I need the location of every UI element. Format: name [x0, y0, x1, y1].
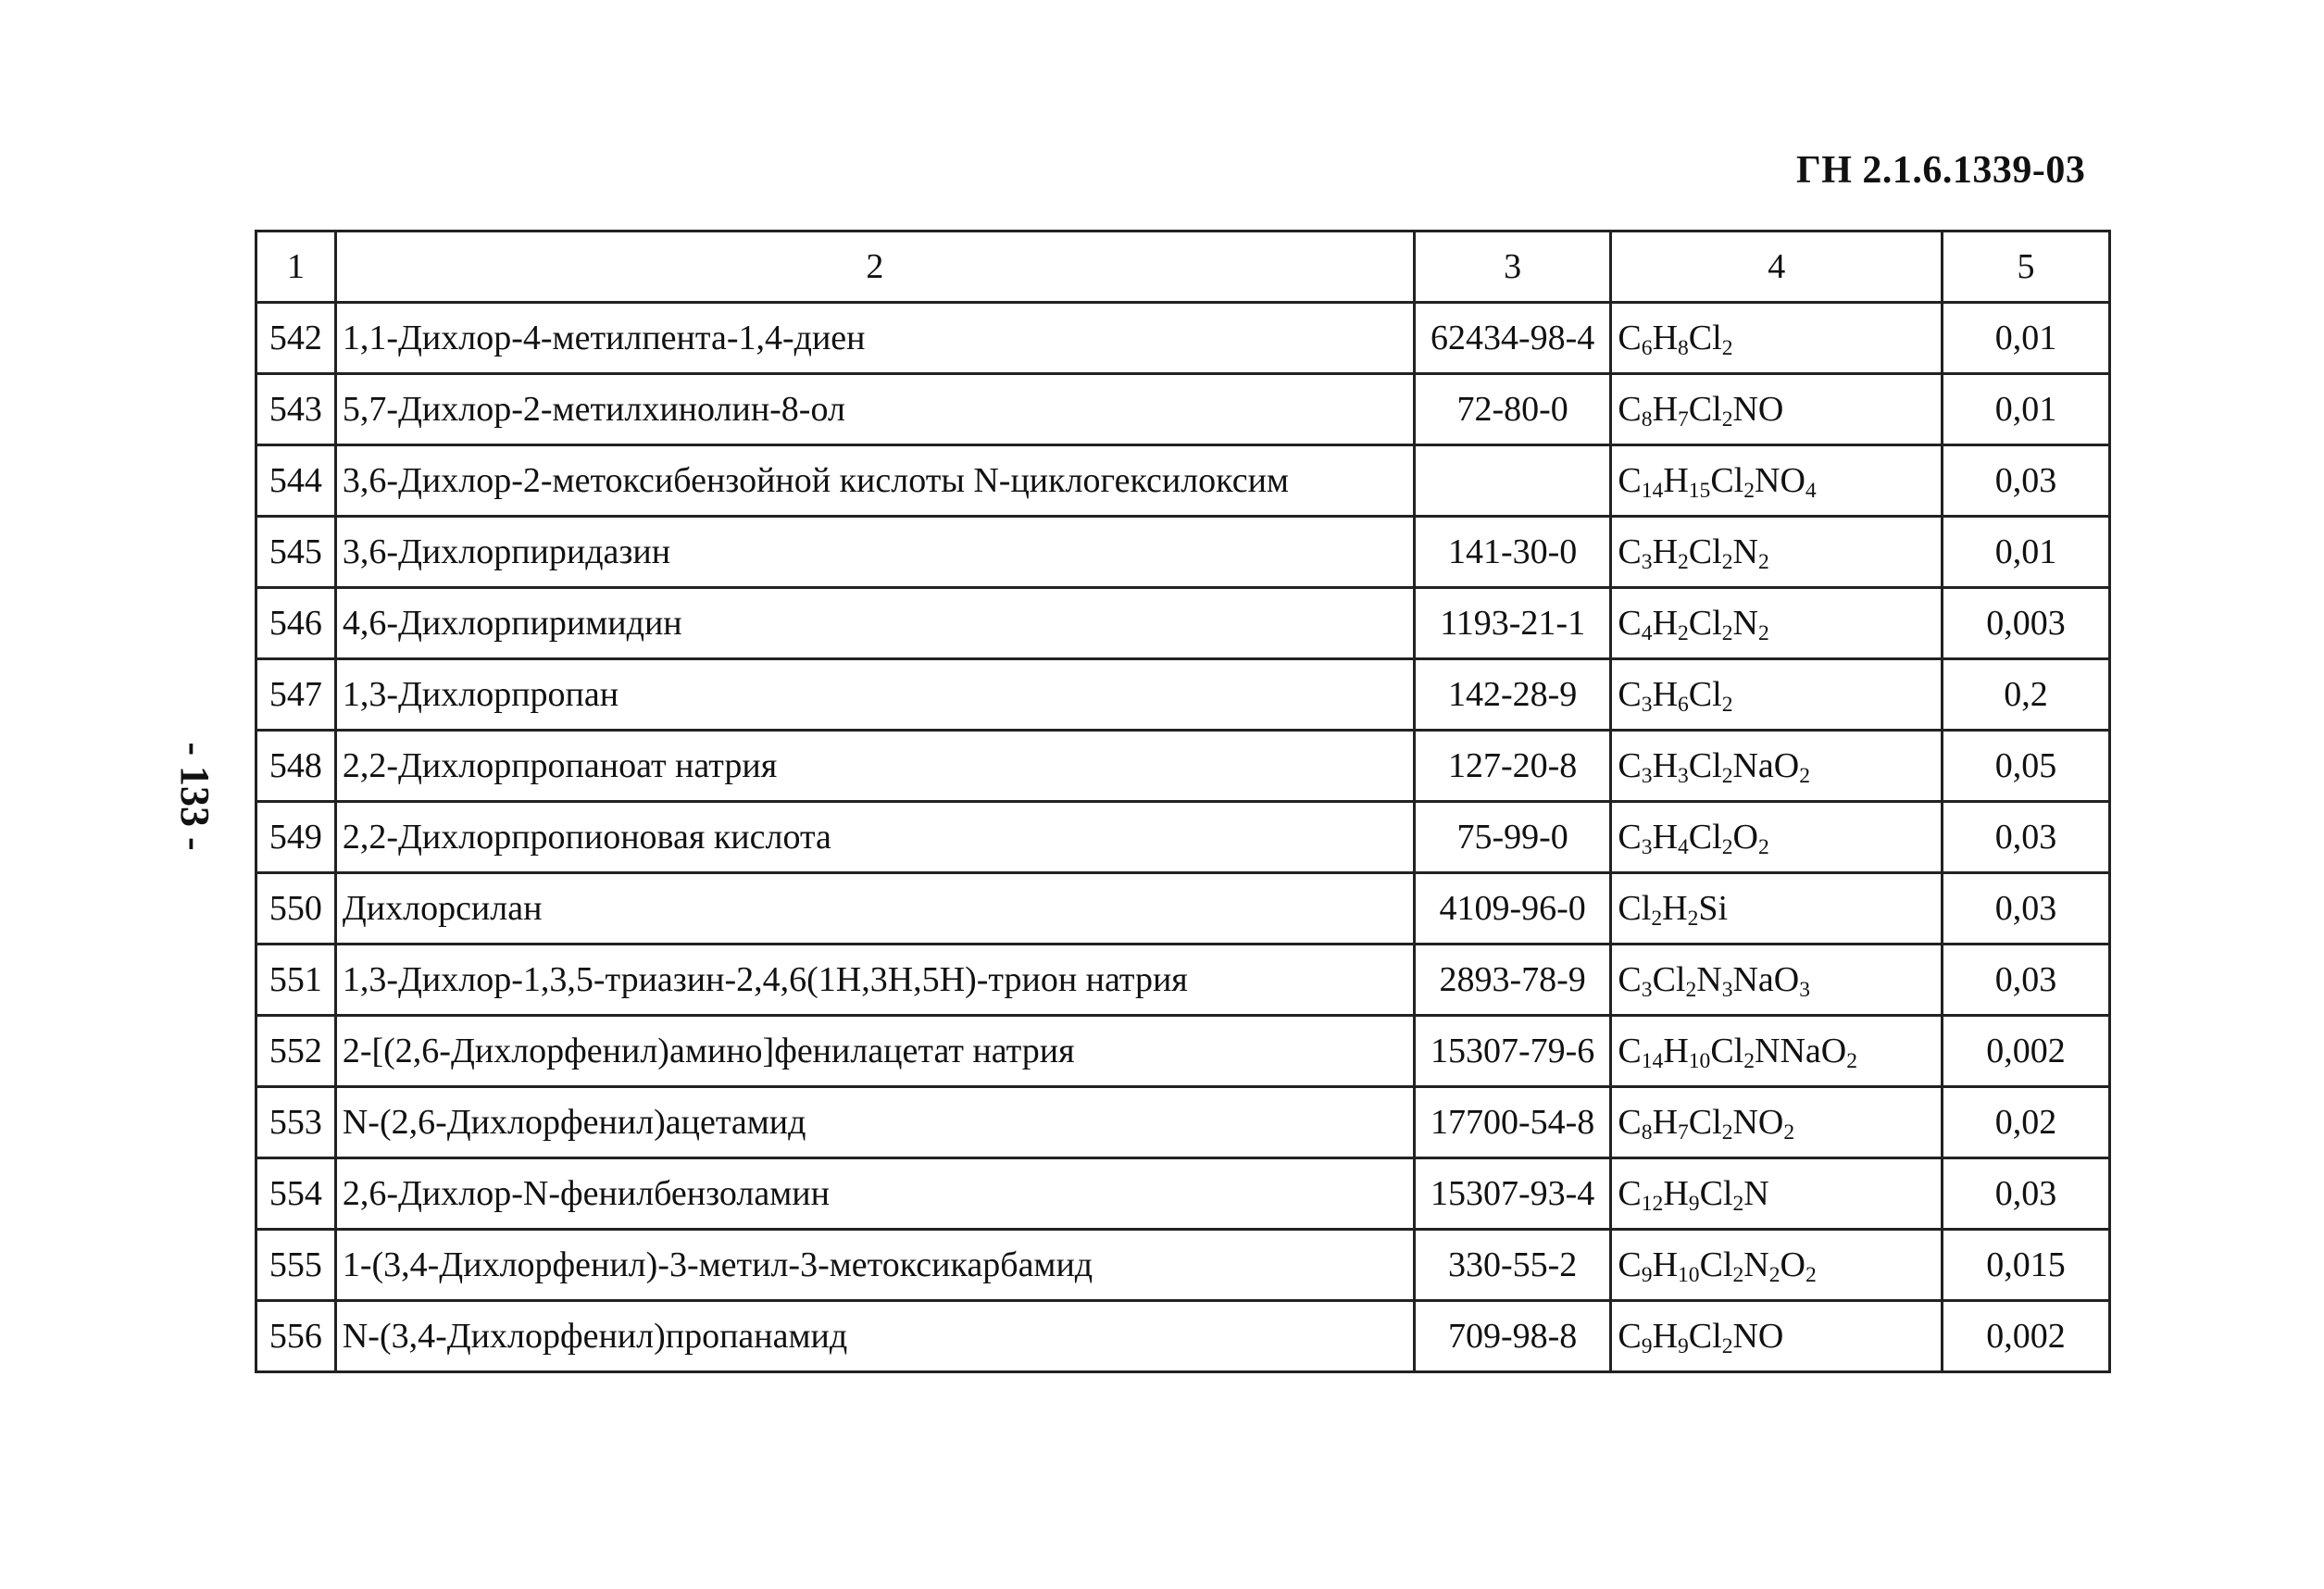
value-cell: 0,02 — [1943, 1087, 2110, 1158]
formula-cell: $C_3H_3Cl_2NaO_2$ — [1611, 731, 1943, 802]
substance-name-cell: 1,3-Дихлор-1,3,5-триазин-2,4,6(1Н,3Н,5Н)-трион натрия — [335, 945, 1414, 1016]
substance-name-cell: N-(2,6-Дихлорфенил)ацетамид — [335, 1087, 1414, 1158]
column-header: 2 — [335, 231, 1414, 303]
row-number-cell: 551 — [256, 945, 336, 1016]
row-number-cell: 546 — [256, 588, 336, 659]
row-number-cell: 552 — [256, 1016, 336, 1087]
value-cell: 0,015 — [1943, 1230, 2110, 1301]
value-cell: 0,03 — [1943, 1158, 2110, 1230]
substance-table — [255, 230, 2111, 1373]
row-number-cell: 550 — [256, 873, 336, 945]
table-row — [256, 588, 2110, 659]
cas-number-cell: 15307-93-4 — [1414, 1158, 1611, 1230]
formula-cell: $C_3H_2Cl_2N_2$ — [1611, 517, 1943, 588]
row-number-cell: 548 — [256, 731, 336, 802]
row-number-cell: 543 — [256, 374, 336, 445]
table-row — [256, 1230, 2110, 1301]
value-cell: 0,2 — [1943, 659, 2110, 731]
table-row — [256, 945, 2110, 1016]
substance-name-cell: 1,1-Дихлор-4-метилпента-1,4-диен — [335, 303, 1414, 374]
formula-cell: $C_{14}H_{15}Cl_2NO_4$ — [1611, 445, 1943, 517]
formula-cell: $C_9H_9Cl_2NO$ — [1611, 1301, 1943, 1372]
cas-number-cell: 72-80-0 — [1414, 374, 1611, 445]
table-row — [256, 445, 2110, 517]
table-header-row — [256, 231, 2110, 303]
substance-name-cell: 2-[(2,6-Дихлорфенил)амино]фенилацетат натрия — [335, 1016, 1414, 1087]
formula-cell: $C_4H_2Cl_2N_2$ — [1611, 588, 1943, 659]
cas-number-cell: 4109-96-0 — [1414, 873, 1611, 945]
cas-number-cell: 141-30-0 — [1414, 517, 1611, 588]
formula-cell: $Cl_2H_2Si$ — [1611, 873, 1943, 945]
row-number-cell: 556 — [256, 1301, 336, 1372]
value-cell: 0,05 — [1943, 731, 2110, 802]
substance-name-cell: 1-(3,4-Дихлорфенил)-3-метил-3-метоксикарбамид — [335, 1230, 1414, 1301]
cas-number-cell: 709-98-8 — [1414, 1301, 1611, 1372]
cas-number-cell: 1193-21-1 — [1414, 588, 1611, 659]
formula-cell: $C_3Cl_2N_3NaO_3$ — [1611, 945, 1943, 1016]
cas-number-cell: 330-55-2 — [1414, 1230, 1611, 1301]
value-cell: 0,002 — [1943, 1016, 2110, 1087]
value-cell: 0,002 — [1943, 1301, 2110, 1372]
formula-cell: $C_3H_4Cl_2O_2$ — [1611, 802, 1943, 873]
column-header: 4 — [1611, 231, 1943, 303]
row-number-cell: 549 — [256, 802, 336, 873]
table-row — [256, 1016, 2110, 1087]
substance-name-cell: N-(3,4-Дихлорфенил)пропанамид — [335, 1301, 1414, 1372]
cas-number-cell — [1414, 445, 1611, 517]
cas-number-cell: 75-99-0 — [1414, 802, 1611, 873]
substance-name-cell: 4,6-Дихлорпиримидин — [335, 588, 1414, 659]
table-row — [256, 374, 2110, 445]
value-cell: 0,003 — [1943, 588, 2110, 659]
table-row — [256, 1301, 2110, 1372]
column-header: 1 — [256, 231, 336, 303]
row-number-cell: 544 — [256, 445, 336, 517]
page-number: - 133 - — [172, 742, 218, 851]
value-cell: 0,01 — [1943, 517, 2110, 588]
value-cell: 0,03 — [1943, 945, 2110, 1016]
row-number-cell: 547 — [256, 659, 336, 731]
formula-cell: $C_{14}H_{10}Cl_2NNaO_2$ — [1611, 1016, 1943, 1087]
substance-name-cell: 3,6-Дихлорпиридазин — [335, 517, 1414, 588]
formula-cell: $C_{12}H_9Cl_2N$ — [1611, 1158, 1943, 1230]
value-cell: 0,01 — [1943, 374, 2110, 445]
formula-cell: $C_8H_7Cl_2NO$ — [1611, 374, 1943, 445]
value-cell: 0,03 — [1943, 445, 2110, 517]
table-row — [256, 303, 2110, 374]
row-number-cell: 545 — [256, 517, 336, 588]
table-row — [256, 873, 2110, 945]
column-header: 3 — [1414, 231, 1611, 303]
value-cell: 0,03 — [1943, 873, 2110, 945]
table-row — [256, 659, 2110, 731]
substance-name-cell: 5,7-Дихлор-2-метилхинолин-8-ол — [335, 374, 1414, 445]
formula-cell: $C_3H_6Cl_2$ — [1611, 659, 1943, 731]
value-cell: 0,03 — [1943, 802, 2110, 873]
table-row — [256, 1158, 2110, 1230]
table-row — [256, 802, 2110, 873]
value-cell: 0,01 — [1943, 303, 2110, 374]
column-header: 5 — [1943, 231, 2110, 303]
substance-name-cell: 2,2-Дихлорпропаноат натрия — [335, 731, 1414, 802]
substance-name-cell: Дихлорсилан — [335, 873, 1414, 945]
substance-name-cell: 1,3-Дихлорпропан — [335, 659, 1414, 731]
table-row — [256, 731, 2110, 802]
cas-number-cell: 127-20-8 — [1414, 731, 1611, 802]
table-row — [256, 1087, 2110, 1158]
row-number-cell: 554 — [256, 1158, 336, 1230]
cas-number-cell: 15307-79-6 — [1414, 1016, 1611, 1087]
cas-number-cell: 17700-54-8 — [1414, 1087, 1611, 1158]
substance-name-cell: 3,6-Дихлор-2-метоксибензойной кислоты N-циклогексилоксим — [335, 445, 1414, 517]
cas-number-cell: 62434-98-4 — [1414, 303, 1611, 374]
formula-cell: $C_6H_8Cl_2$ — [1611, 303, 1943, 374]
formula-cell: $C_9H_{10}Cl_2N_2O_2$ — [1611, 1230, 1943, 1301]
substance-name-cell: 2,2-Дихлорпропионовая кислота — [335, 802, 1414, 873]
cas-number-cell: 2893-78-9 — [1414, 945, 1611, 1016]
document-code: ГН 2.1.6.1339-03 — [1796, 149, 2086, 192]
table-row — [256, 517, 2110, 588]
row-number-cell: 555 — [256, 1230, 336, 1301]
row-number-cell: 542 — [256, 303, 336, 374]
row-number-cell: 553 — [256, 1087, 336, 1158]
formula-cell: $C_8H_7Cl_2NO_2$ — [1611, 1087, 1943, 1158]
cas-number-cell: 142-28-9 — [1414, 659, 1611, 731]
substance-name-cell: 2,6-Дихлор-N-фенилбензоламин — [335, 1158, 1414, 1230]
table-body — [256, 303, 2110, 1372]
